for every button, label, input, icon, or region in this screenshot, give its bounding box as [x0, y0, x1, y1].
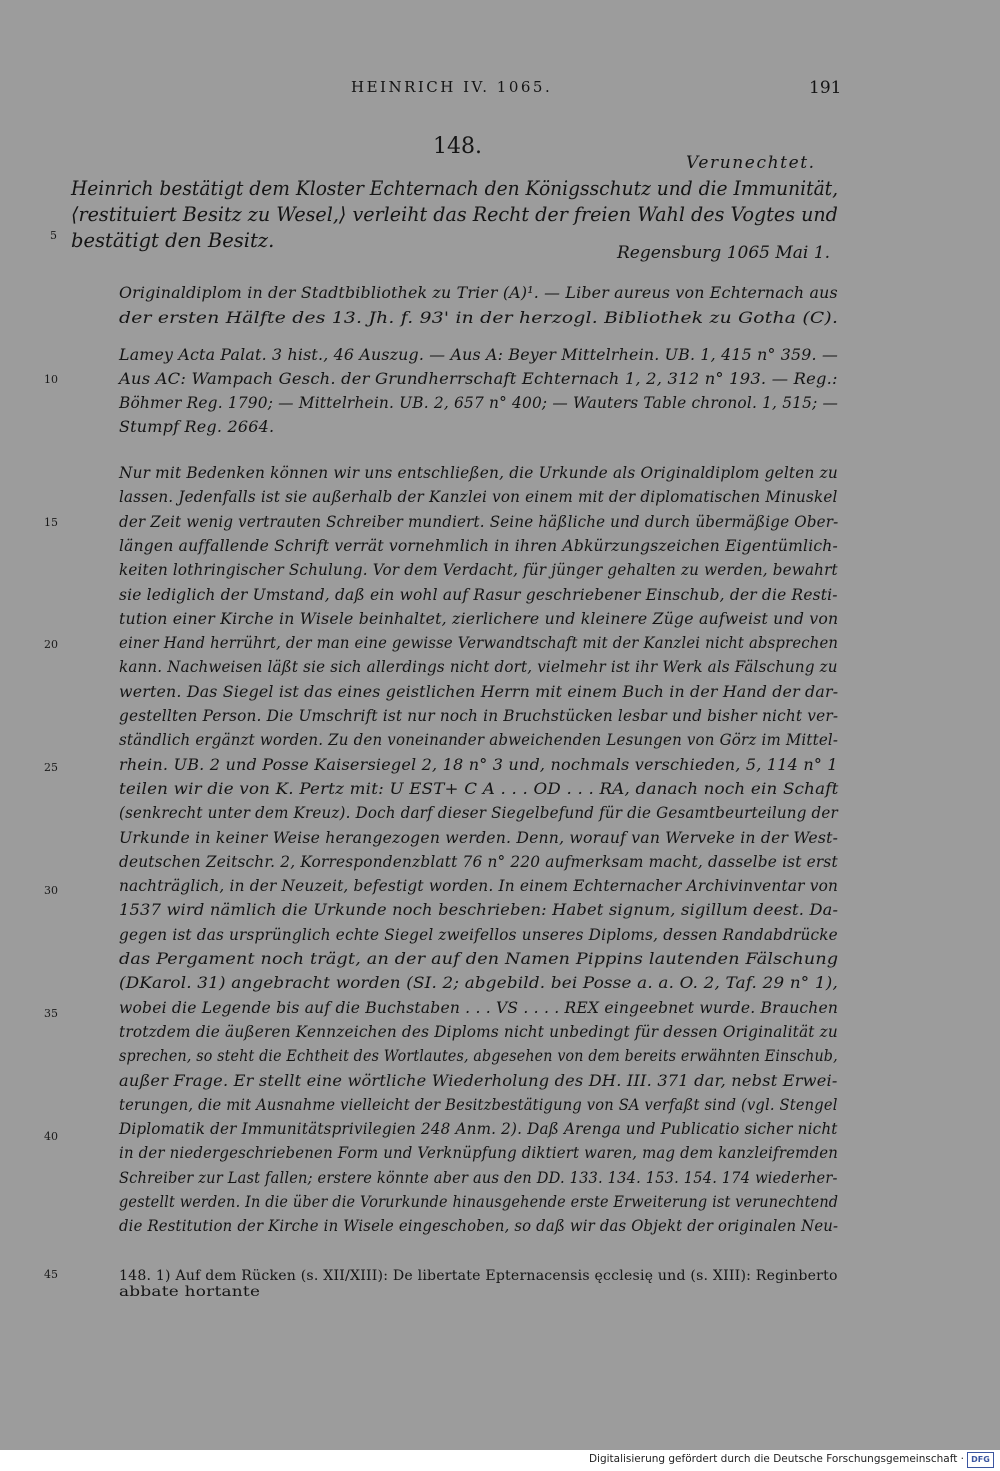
line-number: 40 — [44, 1130, 58, 1143]
commentary-line: der Zeit wenig vertrauten Schreiber mundiert. Seine häßliche und durch übermäßige Ober- — [119, 511, 839, 531]
page-number: 191 — [809, 78, 842, 98]
commentary-line: gegen ist das ursprünglich echte Siegel zweifellos unseres Diploms, dessen Randabdrücke — [119, 924, 838, 944]
commentary-line: nachträglich, in der Neuzeit, befestigt worden. In einem Echternacher Archivinventar von — [119, 876, 839, 896]
authenticity-status: Verunechtet. — [686, 153, 816, 173]
summary-line: Heinrich bestätigt dem Kloster Echternach den Königsschutz und die Immunität, — [71, 177, 839, 200]
commentary-line: in der niedergeschriebenen Form und Verknüpfung diktiert waren, mag dem kanzleifremden — [119, 1143, 838, 1163]
tradition-line: der ersten Hälfte des 13. Jh. f. 93' in der herzogl. Bibliothek zu Gotha (C). — [119, 307, 839, 327]
line-number: 30 — [44, 884, 58, 897]
commentary-line: 1537 wird nämlich die Urkunde noch beschrieben: Habet signum, sigillum deest. Da- — [119, 900, 839, 920]
footnote-line: 148. 1) Auf dem Rücken (s. XII/XIII): De libertate Epternacensis ęcclesię und (s. XIII): Reginberto — [119, 1268, 838, 1284]
commentary-line: gestellten Person. Die Umschrift ist nur noch in Bruchstücken lesbar und bisher nicht ver- — [119, 706, 839, 725]
commentary-line: sprechen, so steht die Echtheit des Wortlautes, abgesehen von dem bereits erwähnten Einschub, — [119, 1046, 838, 1066]
line-number: 25 — [44, 761, 58, 774]
commentary-line: deutschen Zeitschr. 2, Korrespondenzblatt 76 n° 220 aufmerksam macht, dasselbe ist erst — [119, 851, 838, 871]
commentary-line: Nur mit Bedenken können wir uns entschließen, die Urkunde als Originaldiplom gelten zu — [119, 463, 838, 482]
funding-note: Digitalisierung gefördert durch die Deutsche Forschungsgemeinschaft · — [588, 1453, 964, 1465]
summary-line: ⟨restituiert Besitz zu Wesel,⟩ verleiht das Recht der freien Wahl des Vogtes und — [71, 203, 838, 226]
commentary-line: tution einer Kirche in Wisele beinhaltet, zierlichere und kleinere Züge aufweist und von — [119, 608, 839, 628]
commentary-line: kann. Nachweisen läßt sie sich allerdings nicht dort, vielmehr ist ihr Werk als Fälschung zu — [119, 657, 838, 677]
dfg-logo-icon: DFG — [967, 1452, 994, 1468]
document-number: 148. — [433, 134, 482, 159]
commentary-line: einer Hand herrührt, der man eine gewisse Verwandtschaft mit der Kanzlei nicht absprechen — [119, 633, 839, 653]
line-number: 45 — [44, 1268, 58, 1281]
commentary-line: keiten lothringischer Schulung. Vor dem Verdacht, für jünger gehalten zu werden, bewahrt — [119, 560, 838, 580]
commentary-line: Urkunde in keiner Weise herangezogen werden. Denn, worauf van Werveke in der West- — [119, 827, 839, 847]
commentary-line: (DKarol. 31) angebracht worden (SI. 2; abgebild. bei Posse a. a. O. 2, Taf. 29 n° 1), — [119, 973, 838, 993]
commentary-line: das Pergament noch trägt, an der auf den Namen Pippins lautenden Fälschung — [119, 949, 839, 968]
footer-bar — [0, 1450, 1000, 1471]
line-number: 10 — [44, 373, 58, 386]
commentary-line: teilen wir die von K. Pertz mit: U EST+ C A . . . OD . . . RA, danach noch ein Schaft — [119, 778, 839, 798]
edition-line: Aus AC: Wampach Gesch. der Grundherrschaft Echternach 1, 2, 312 n° 193. — Reg.: — [119, 369, 838, 388]
line-number: 5 — [50, 229, 57, 242]
tradition-line: Originaldiplom in der Stadtbibliothek zu Trier (A)¹. — Liber aureus von Echternach aus — [119, 283, 838, 302]
edition-line: Lamey Acta Palat. 3 hist., 46 Auszug. — Aus A: Beyer Mittelrhein. UB. 1, 415 n° 359. — — [119, 345, 838, 364]
place-date: Regensburg 1065 Mai 1. — [617, 243, 830, 263]
commentary-line: sie lediglich der Umstand, daß ein wohl auf Rasur geschriebener Einschub, der die Resti- — [119, 584, 838, 604]
summary-line: bestätigt den Besitz. — [71, 229, 275, 252]
commentary-line: werten. Das Siegel ist das eines geistlichen Herrn mit einem Buch in der Hand der dar- — [119, 681, 839, 701]
line-number: 20 — [44, 638, 58, 651]
commentary-line: Schreiber zur Last fallen; erstere könnte aber aus den DD. 133. 134. 153. 154. 174 wiederher- — [119, 1167, 838, 1187]
running-title: HEINRICH IV. 1065. — [351, 78, 553, 96]
commentary-line: terungen, die mit Ausnahme vielleicht der Besitzbestätigung von SA verfaßt sind (vgl. Stengel — [119, 1094, 838, 1114]
commentary-line: ständlich ergänzt worden. Zu den voneinander abweichenden Lesungen von Görz im Mittel- — [119, 730, 839, 750]
commentary-line: Diplomatik der Immunitätsprivilegien 248 Anm. 2). Daß Arenga und Publicatio sicher nicht — [119, 1119, 838, 1139]
commentary-line: rhein. UB. 2 und Posse Kaisersiegel 2, 18 n° 3 und, nochmals verschieden, 5, 114 n° 1 — [119, 754, 838, 774]
edition-line: Stumpf Reg. 2664. — [119, 417, 275, 436]
edition-line: Böhmer Reg. 1790; — Mittelrhein. UB. 2, 657 n° 400; — Wauters Table chronol. 1, 515; — — [119, 393, 839, 412]
commentary-line: außer Frage. Er stellt eine wörtliche Wiederholung des DH. III. 371 dar, nebst Erwei- — [119, 1070, 838, 1090]
commentary-line: (senkrecht unter dem Kreuz). Doch darf dieser Siegelbefund für die Gesamtbeurteilung der — [119, 803, 838, 823]
commentary-line: längen auffallende Schrift verrät vornehmlich in ihren Abkürzungszeichen Eigentümlich- — [119, 535, 838, 555]
commentary-line: lassen. Jedenfalls ist sie außerhalb der Kanzlei von einem mit der diplomatischen Minuskel — [119, 487, 838, 507]
commentary-line: die Restitution der Kirche in Wisele eingeschoben, so daß wir das Objekt der originalen Neu- — [119, 1216, 839, 1236]
commentary-line: trotzdem die äußeren Kennzeichen des Diploms nicht unbedingt für dessen Originalität zu — [119, 1021, 838, 1041]
footnote-line: abbate hortante — [119, 1284, 261, 1300]
line-number: 15 — [44, 516, 58, 529]
line-number: 35 — [44, 1007, 58, 1020]
commentary-line: gestellt werden. In die über die Vorurkunde hinausgehende erste Erweiterung ist verunechtend — [119, 1192, 839, 1211]
commentary-line: wobei die Legende bis auf die Buchstaben . . . VS . . . . REX eingeebnet wurde. Brauchen — [119, 997, 839, 1017]
